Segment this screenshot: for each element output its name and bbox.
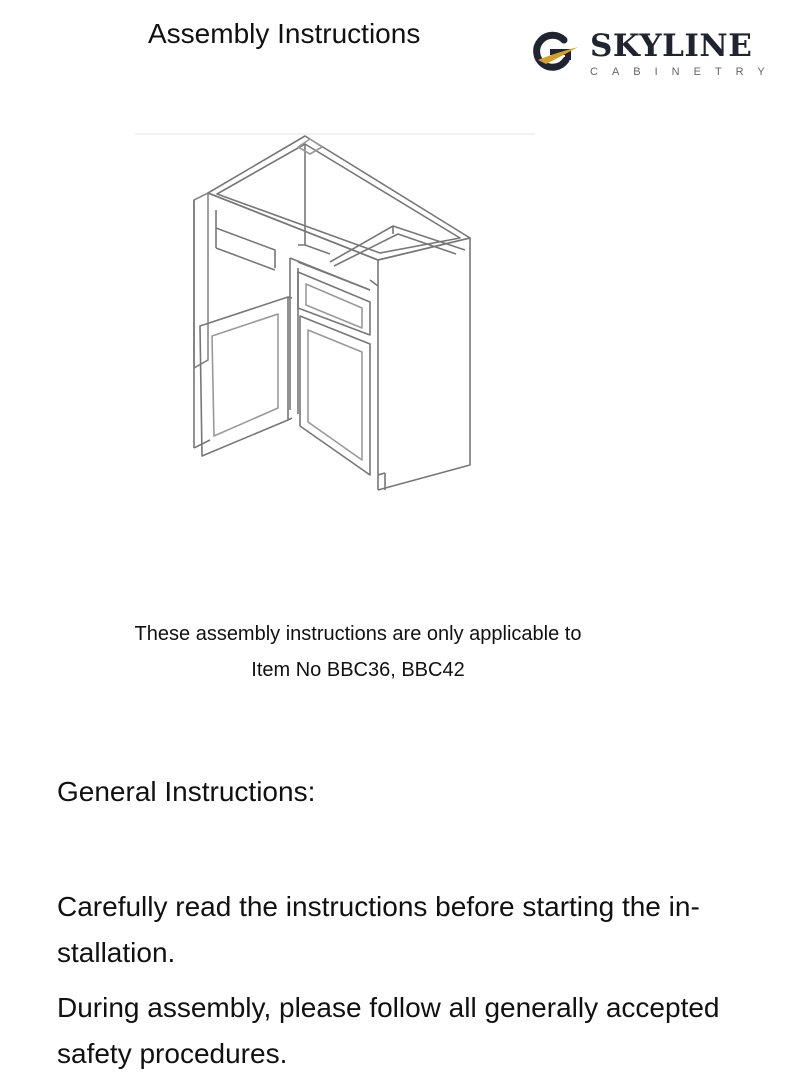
instruction-paragraph: During assembly, please follow all generally accepted safety procedures. [57,992,720,1069]
logo-wordmark: SKYLINE [590,28,753,64]
brand-logo [528,28,779,84]
skyline-logo-icon [528,30,584,76]
item-numbers: Item No BBC36, BBC42 [251,659,465,681]
section-heading: General Instructions: [57,776,316,807]
page-title: Assembly Instructions [148,18,421,49]
instruction-paragraph: Carefully read the instructions before starting the in-stallation. [57,891,700,968]
logo-tagline: CABINETRY [590,66,779,78]
applicability-note: These assembly instructions are only applicable to [134,623,582,645]
base-blind-corner-cabinet-drawing [130,130,540,520]
